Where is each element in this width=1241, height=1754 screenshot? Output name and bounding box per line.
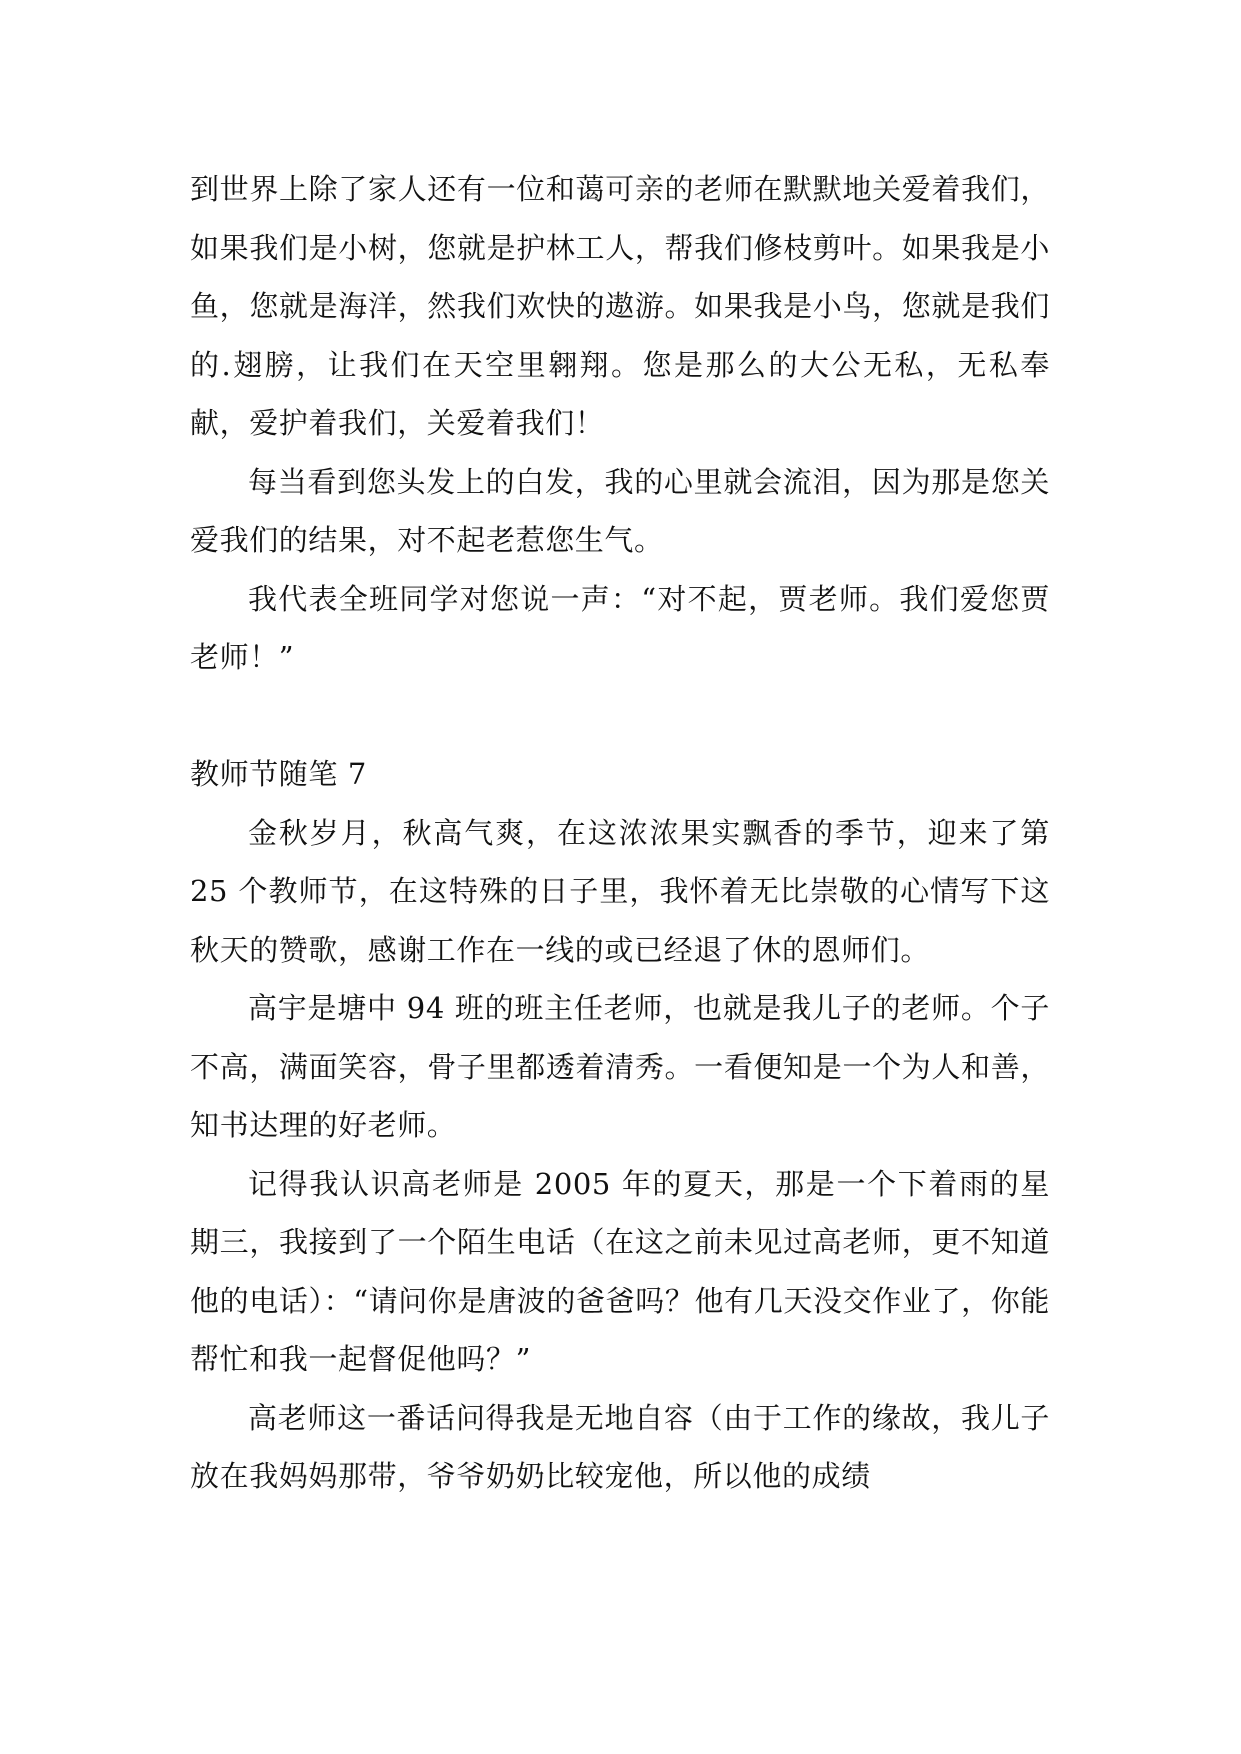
paragraph: 高老师这一番话问得我是无地自容（由于工作的缘故，我儿子放在我妈妈那带，爷爷奶奶比较宠他，所以他的成绩 [190,1400,1050,1493]
paragraph-continued: 到世界上除了家人还有一位和蔼可亲的老师在默默地关爱着我们，如果我们是小树，您就是护林工人，帮我们修枝剪叶。如果我是小鱼，您就是海洋，然我们欢快的遨游。如果我是小鸟，您就是我们的.翅膀，让我们在天空里翱翔。您是那么的大公无私，无私奉献，爱护着我们，关爱着我们！ [190,172,1050,440]
paragraph: 记得我认识高老师是 2005 年的夏天，那是一个下着雨的星期三，我接到了一个陌生电话（在这之前未见过高老师，更不知道他的电话）：“请问你是唐波的爸爸吗？他有几天没交作业了，你能帮忙和我一起督促他吗？” [190,1166,1050,1376]
paragraph: 高宇是塘中 94 班的班主任老师，也就是我儿子的老师。个子不高，满面笑容，骨子里都透着清秀。一看便知是一个为人和善，知书达理的好老师。 [190,991,1050,1142]
paragraph: 每当看到您头发上的白发，我的心里就会流泪，因为那是您关爱我们的结果，对不起老惹您生气。 [190,464,1050,557]
paragraph: 金秋岁月，秋高气爽，在这浓浓果实飘香的季节，迎来了第 25 个教师节，在这特殊的日子里，我怀着无比崇敬的心情写下这秋天的赞歌，感谢工作在一线的或已经退了休的恩师们。 [190,815,1050,967]
paragraph: 我代表全班同学对您说一声：“对不起，贾老师。我们爱您贾老师！” [190,581,1050,674]
document-body [190,160,1050,1506]
section-heading: 教师节随笔 7 [190,757,367,791]
